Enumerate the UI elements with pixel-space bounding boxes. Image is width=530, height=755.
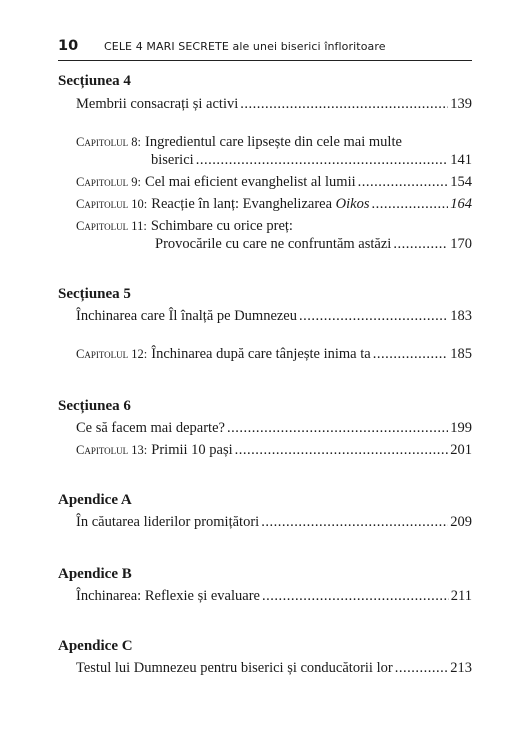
toc-entry-text: În căutarea liderilor promițători (76, 514, 260, 530)
chapter-label: Capitolul 8: (76, 135, 142, 149)
section-5-title: Secțiunea 5 (58, 286, 131, 302)
page-number: 10 (58, 38, 79, 54)
toc-page-number: 185 (450, 346, 472, 362)
toc-page-number: 141 (450, 152, 472, 168)
section-6-title: Secțiunea 6 (58, 398, 131, 414)
chapter-label: Capitolul 11: (76, 219, 147, 233)
running-title: CELE 4 MARI SECRETE ale unei biserici înfloritoare (104, 40, 386, 53)
toc-entry-text: Membrii consacrați și activi (76, 96, 239, 112)
dot-leader (299, 308, 448, 325)
section-4-title: Secțiunea 4 (58, 73, 131, 89)
dot-leader (240, 96, 448, 113)
toc-entry-text: Închinarea care Îl înalță pe Dumnezeu (76, 308, 297, 324)
toc-entry-s6-item1[interactable] (76, 420, 472, 437)
appendix-b-title: Apendice B (58, 566, 132, 582)
toc-entry-s5-item1[interactable] (76, 308, 472, 325)
dot-leader (196, 152, 449, 169)
toc-entry-text: Cel mai eficient evanghelist al lumii (145, 174, 356, 190)
dot-leader (393, 236, 448, 253)
toc-entry-text: Provocările cu care ne confruntăm astăzi (155, 236, 392, 252)
dot-leader (395, 660, 449, 677)
toc-page-number: 164 (450, 196, 472, 212)
toc-page-number: 211 (450, 588, 472, 604)
dot-leader (372, 196, 449, 213)
toc-entry-text: Primii 10 pași (151, 442, 233, 458)
toc-entry-text: Închinarea după care tânjește inima ta (151, 346, 371, 362)
dot-leader (235, 442, 449, 459)
dot-leader (261, 514, 448, 531)
toc-page-number: 209 (450, 514, 472, 530)
toc-entry-c8-line1[interactable] (76, 134, 402, 151)
toc-entry-c11-line2[interactable] (155, 236, 472, 253)
oikos-italic: Oikos (335, 196, 370, 212)
toc-page-number: 154 (450, 174, 472, 190)
toc-entry-text: Reacție în lanț: Evanghelizarea Oikos (151, 196, 370, 212)
toc-entry-text: Schimbare cu orice preț: (150, 218, 293, 234)
toc-entry-text: Închinarea: Reflexie și evaluare (76, 588, 260, 604)
toc-entry-c11-line1[interactable] (76, 218, 293, 235)
appendix-a-title: Apendice A (58, 492, 132, 508)
chapter-label: Capitolul 12: (76, 347, 148, 361)
chapter-label: Capitolul 13: (76, 443, 148, 457)
toc-page-number: 170 (450, 236, 472, 252)
toc-entry-text: Testul lui Dumnezeu pentru biserici și conducătorii lor (76, 660, 393, 676)
dot-leader (373, 346, 449, 363)
toc-entry-c8-line2[interactable] (151, 152, 472, 169)
toc-entry-appendix-c[interactable] (76, 660, 472, 677)
toc-page-number: 183 (450, 308, 472, 324)
toc-page-number: 199 (450, 420, 472, 436)
toc-entry-s4-item1[interactable] (76, 96, 472, 113)
toc-page-number: 201 (450, 442, 472, 458)
dot-leader (227, 420, 448, 437)
running-header (58, 36, 472, 61)
toc-entry-text: biserici (151, 152, 194, 168)
toc-entry-appendix-a[interactable] (76, 514, 472, 531)
toc-entry-c12[interactable] (76, 346, 472, 363)
appendix-c-title: Apendice C (58, 638, 133, 654)
toc-entry-appendix-b[interactable] (76, 588, 472, 605)
dot-leader (262, 588, 449, 605)
toc-entry-c9[interactable] (76, 174, 472, 191)
toc-entry-c10[interactable] (76, 196, 472, 213)
toc-entry-text: Ingredientul care lipsește din cele mai multe (145, 134, 402, 150)
toc-page-number: 213 (450, 660, 472, 676)
chapter-label: Capitolul 10: (76, 197, 148, 211)
dot-leader (358, 174, 449, 191)
toc-page-number: 139 (450, 96, 472, 112)
chapter-label: Capitolul 9: (76, 175, 142, 189)
toc-entry-c13[interactable] (76, 442, 472, 459)
toc-entry-text: Ce să facem mai departe? (76, 420, 225, 436)
